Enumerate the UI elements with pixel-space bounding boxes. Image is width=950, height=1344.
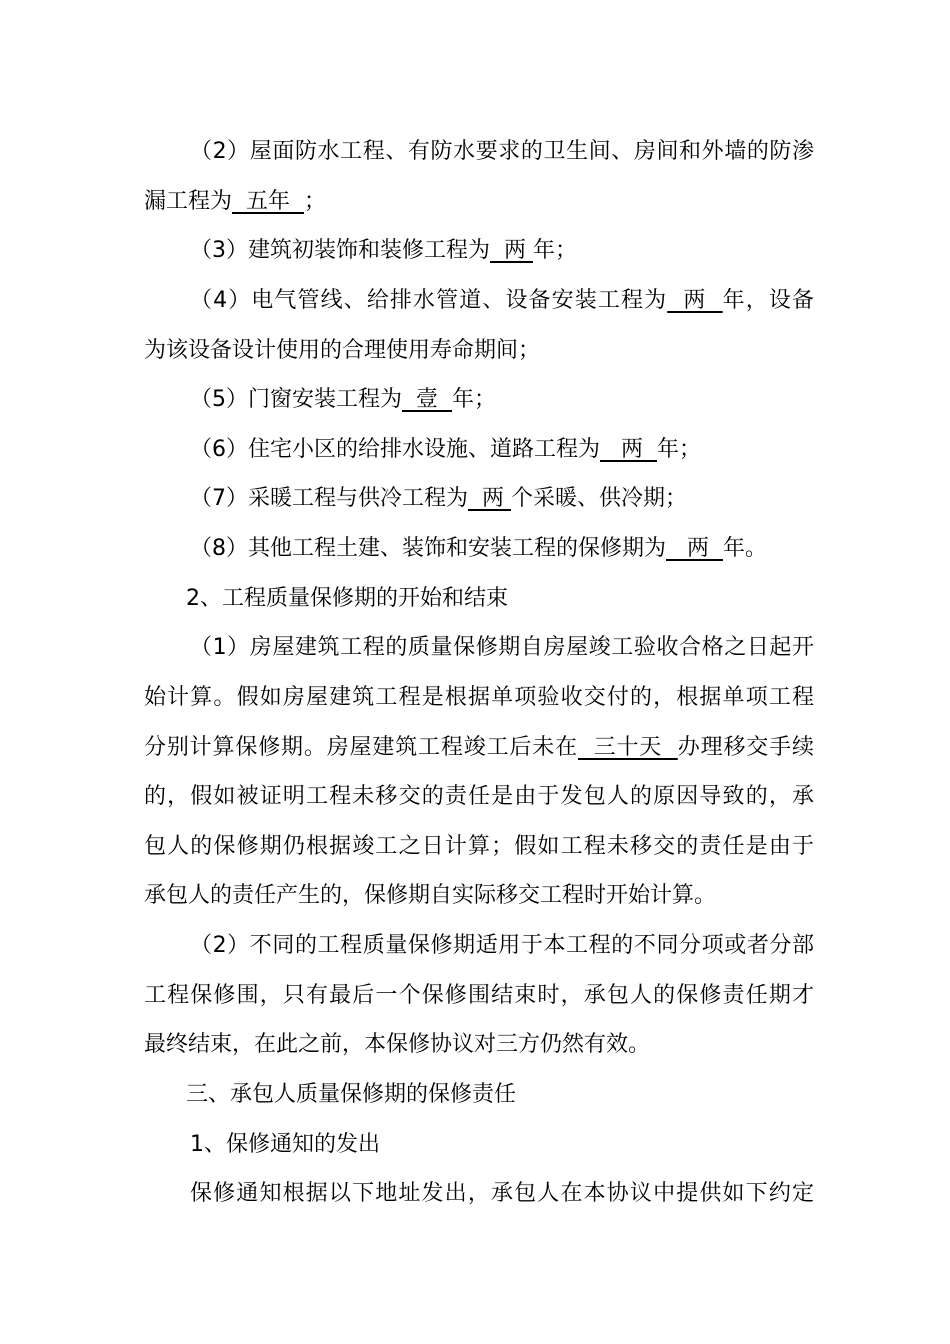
clause-line: 的，假如被证明工程未移交的责任是由于发包人的原因导致的，承: [144, 784, 814, 809]
clause-line: 漏工程为 五年 ；: [144, 189, 327, 214]
clause-line: 承包人的责任产生的，保修期自实际移交工程时开始计算。: [144, 883, 717, 908]
filled-value: 两: [490, 238, 533, 263]
filled-value: 壹: [402, 387, 452, 412]
section-heading: 三、承包人质量保修期的保修责任: [186, 1082, 517, 1107]
filled-value: 两: [600, 437, 657, 462]
clause-line: 保修通知根据以下地址发出，承包人在本协议中提供如下约定: [190, 1181, 814, 1206]
section-heading: 2、工程质量保修期的开始和结束: [186, 586, 508, 611]
clause-line: （8）其他工程土建、装饰和安装工程的保修期为 两 年。: [190, 536, 767, 561]
filled-value: 两: [666, 536, 723, 561]
clause-line: （1）房屋建筑工程的质量保修期自房屋竣工验收合格之日起开: [190, 635, 814, 660]
filled-value: 两: [667, 288, 723, 313]
subsection-heading: 1、保修通知的发出: [190, 1132, 380, 1157]
clause-line: 分别计算保修期。房屋建筑工程竣工后未在 三十天 办理移交手续: [144, 735, 814, 760]
clause-line: （2）屋面防水工程、有防水要求的卫生间、房间和外墙的防渗: [190, 139, 814, 164]
clause-line: （2）不同的工程质量保修期适用于本工程的不同分项或者分部: [190, 933, 814, 958]
filled-value: 五年: [232, 189, 304, 214]
clause-line: 包人的保修期仍根据竣工之日计算；假如工程未移交的责任是由于: [144, 834, 814, 859]
clause-line: 最终结束，在此之前，本保修协议对三方仍然有效。: [144, 1032, 651, 1057]
clause-line: （6）住宅小区的给排水设施、道路工程为 两 年；: [190, 437, 701, 462]
clause-line: 为该设备设计使用的合理使用寿命期间；: [144, 338, 541, 363]
filled-value: 三十天: [577, 735, 678, 760]
clause-line: （7）采暖工程与供冷工程为 两 个采暖、供冷期；: [190, 486, 687, 511]
clause-line: 工程保修围，只有最后一个保修围结束时，承包人的保修责任期才: [144, 983, 814, 1008]
filled-value: 两: [468, 486, 511, 511]
clause-line: （4）电气管线、给排水管道、设备安装工程为 两 年，设备: [190, 288, 814, 313]
clause-line: 始计算。假如房屋建筑工程是根据单项验收交付的，根据单项工程: [144, 685, 814, 710]
clause-line: （5）门窗安装工程为 壹 年；: [190, 387, 496, 412]
clause-line: （3）建筑初装饰和装修工程为 两 年；: [190, 238, 577, 263]
